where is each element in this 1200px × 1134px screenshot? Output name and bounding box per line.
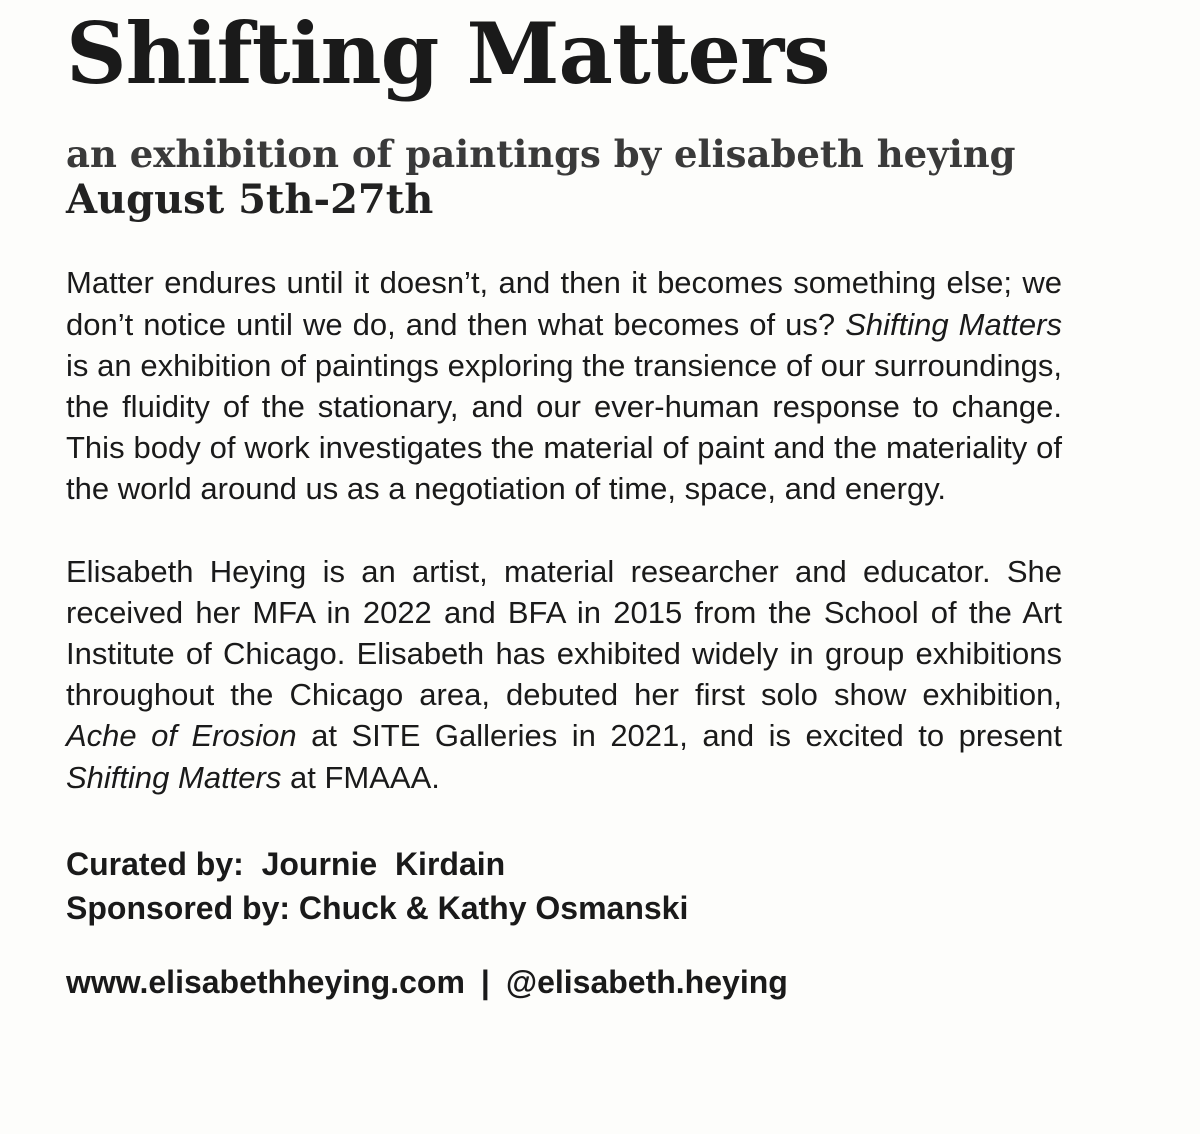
sponsored-by: Sponsored by: Chuck & Kathy Osmanski [66, 889, 689, 926]
link-separator: | [480, 963, 490, 1000]
social-handle[interactable]: @elisabeth.heying [505, 963, 788, 1000]
bio-part-3: at FMAAA. [290, 759, 440, 795]
flyer [66, 0, 1066, 1004]
bio-part-2: at SITE Galleries in 2021, and is excited to present [311, 718, 1062, 754]
curated-by: Curated by: Journie Kirdain [66, 845, 506, 882]
bio-show-italic: Ache of Erosion [66, 718, 297, 754]
bio-title-italic: Shifting Matters [66, 759, 282, 795]
exhibition-subtitle: an exhibition of paintings by elisabeth heying [66, 132, 1016, 176]
artist-statement [66, 262, 1062, 509]
contact-links [66, 960, 1066, 1004]
bio-part-1: Elisabeth Heying is an artist, material researcher and educator. She received her MFA in 2022 and BFA in 2015 from the School of the Art Institute of Chicago. Elisabeth has exhibited widely in group exhibitions throughout the Chicago area, debuted her first solo show exhibition, [66, 553, 1062, 713]
credits [66, 842, 1066, 930]
website-link[interactable]: www.elisabethheying.com [66, 963, 465, 1000]
statement-body: is an exhibition of paintings exploring the transience of our surroundings, the fluidity of the stationary, and our ever-human response to change. This body of work investigates the material of paint and the materiality of the world around us as a negotiation of time, space, and energy. [66, 347, 1062, 507]
exhibition-title: Shifting Matters [66, 4, 830, 103]
statement-title-italic: Shifting Matters [845, 306, 1062, 342]
exhibition-dates: August 5th-27th [66, 176, 434, 224]
artist-bio [66, 551, 1062, 798]
statement-intro: Matter endures until it doesn’t, and then it becomes something else; we don’t notice until we do, and then what becomes of us? [66, 265, 1062, 342]
